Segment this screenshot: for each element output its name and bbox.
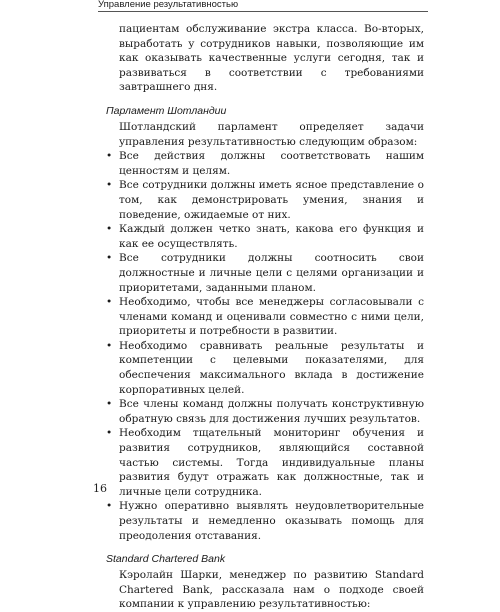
list-item	[106, 178, 424, 222]
list-item-text: Все сотрудники должны соотносить свои должностные и личные цели с целями организации и приоритетами, заданными планом.	[119, 252, 424, 294]
bullet-icon: •	[106, 223, 113, 236]
bullet-icon: •	[106, 500, 113, 513]
section-heading-scottish-parliament: Парламент Шотландии	[106, 104, 227, 117]
intro-paragraph: пациентам обслуживание экстра класса. Во-вторых, выработать у сотрудников навыки, позволяющие им как оказывать качественные услуги сегодня, так и развиваться в соответствии с требованиями завтрашнего дня.	[119, 23, 424, 94]
page-body	[106, 22, 424, 612]
list-item-text: Все члены команд должны получать конструктивную обратную связь для достижения лучших результатов.	[119, 398, 424, 425]
list-item-text: Необходимо сравнивать реальные результаты и компетенции с целевыми показателями, для обеспечения максимального вклада в достижение корпоративных целей.	[119, 339, 424, 396]
bullet-icon: •	[106, 296, 113, 309]
list-item-text: Все сотрудники должны иметь ясное представление о том, как демонстрировать умения, знания и поведение, ожидаемые от них.	[119, 179, 424, 221]
bullet-icon: •	[106, 252, 113, 265]
list-item-text: Необходимо, чтобы все менеджеры согласовывали с членами команд и оценивали совместно с ними цели, приоритеты и потребности в развитии.	[119, 296, 424, 338]
bullet-list	[106, 149, 424, 543]
list-item	[106, 426, 424, 499]
bullet-icon: •	[106, 339, 113, 352]
list-item	[106, 222, 424, 251]
list-item-text: Нужно оперативно выявлять неудовлетворительные результаты и немедленно оказывать помощь для преодоления отставания.	[119, 500, 424, 542]
section-intro-paragraph: Шотландский парламент определяет задачи управления результативностью следующим образом:	[119, 120, 424, 148]
list-item	[106, 499, 424, 543]
bullet-icon: •	[106, 427, 113, 440]
list-item-text: Необходим тщательный мониторинг обучения и развития сотрудников, являющийся составной частью системы. Тогда индивидуальные планы развития будут отражать как должностные, так и личные цели сотрудника.	[119, 427, 424, 498]
list-item	[106, 397, 424, 426]
list-item	[106, 149, 424, 178]
list-item	[106, 251, 424, 295]
bullet-icon: •	[106, 179, 113, 192]
section-heading-standard-chartered: Standard Chartered Bank	[106, 553, 226, 566]
list-item	[106, 295, 424, 339]
list-item-text: Все действия должны соответствовать нашим ценностям и целям.	[119, 150, 424, 177]
bullet-icon: •	[106, 150, 113, 163]
running-head: Управление результативностью	[98, 0, 428, 12]
page-number: 16	[93, 482, 107, 495]
list-item-text: Каждый должен четко знать, какова его функция и как ее осуществлять.	[119, 223, 424, 250]
section2-paragraph: Кэролайн Шарки, менеджер по развитию Standard Chartered Bank, рассказала нам о подходе своей компании к управлению результативностью:	[119, 569, 424, 611]
list-item	[106, 339, 424, 397]
bullet-icon: •	[106, 398, 113, 411]
